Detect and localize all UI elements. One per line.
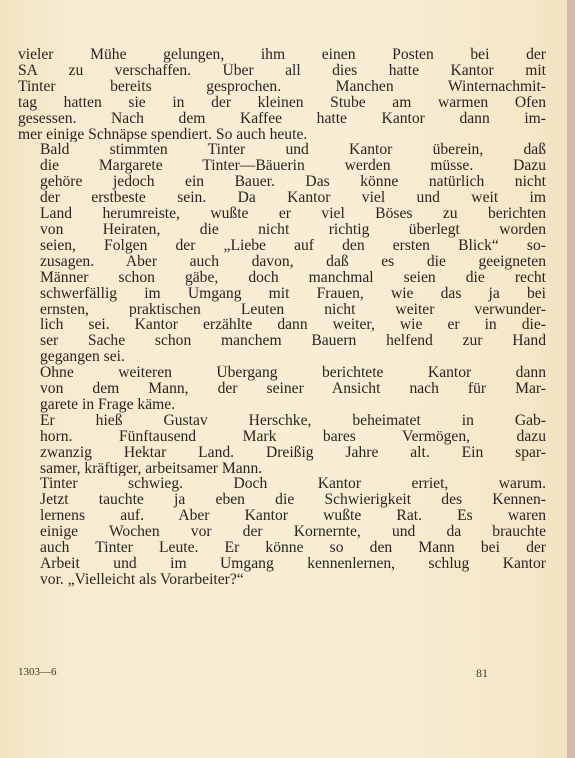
text-line: gesessen. Nach dem Kaffee hatte Kantor dann im- bbox=[18, 110, 546, 127]
text-line: SA zu verschaffen. Über all dies hatte Kantor mit bbox=[18, 62, 546, 79]
text-line: schwerfällig im Umgang mit Frauen, wie das ja bei bbox=[40, 285, 546, 302]
text-line: Tinter bereits gesprochen. Manchen Winternachmit- bbox=[18, 78, 546, 95]
page-edge bbox=[567, 0, 575, 758]
text-line: garete in Frage käme. bbox=[40, 396, 176, 413]
text-line: Ohne weiteren Übergang berichtete Kantor dann bbox=[40, 365, 546, 382]
text-line: mer einige Schnäpse spendiert. So auch heute. bbox=[18, 126, 308, 143]
text-line: die Margarete Tinter—Bäuerin werden müsse. Dazu bbox=[40, 158, 546, 175]
paragraph bbox=[18, 413, 546, 477]
paragraph bbox=[18, 365, 546, 413]
text-line: ser Sache schon manchem Bauern helfend zur Hand bbox=[40, 333, 546, 350]
page-number: 81 bbox=[476, 666, 488, 680]
print-signature: 1303—6 bbox=[18, 666, 57, 678]
text-line: vieler Mühe gelungen, ihm einen Posten bei der bbox=[18, 47, 546, 63]
text-line: zwanzig Hektar Land. Dreißig Jahre alt. Ein spar- bbox=[40, 444, 546, 461]
text-line: Er hieß Gustav Herschke, beheimatet in Gab- bbox=[40, 412, 546, 429]
text-line: tag hatten sie in der kleinen Stube am warmen Ofen bbox=[18, 94, 546, 111]
text-line: der erstbeste sein. Da Kantor viel und weit im bbox=[40, 190, 546, 207]
text-line: Tinter schwieg. Doch Kantor erriet, warum. bbox=[40, 476, 546, 493]
text-line: ernsten, praktischen Leuten nicht weiter verwunder- bbox=[40, 301, 546, 318]
paragraph bbox=[18, 476, 546, 587]
text-line: seien, Folgen der „Liebe auf den ersten Blick“ so- bbox=[40, 237, 546, 254]
text-line: lich sei. Kantor erzählte dann weiter, wie er in die- bbox=[40, 317, 546, 334]
paragraph bbox=[18, 47, 546, 142]
text-line: Bald stimmten Tinter und Kantor überein, daß bbox=[40, 142, 546, 159]
text-line: Arbeit und im Umgang kennenlernen, schlug Kantor bbox=[40, 556, 546, 572]
text-line: Land herumreiste, wußte er viel Böses zu berichten bbox=[40, 206, 546, 222]
text-line: gegangen sei. bbox=[40, 349, 125, 366]
text-line: von dem Mann, der seiner Ansicht nach für Mar- bbox=[40, 381, 546, 397]
text-line: zusagen. Aber auch davon, daß es die geeigneten bbox=[40, 253, 546, 270]
text-line: vor. „Vielleicht als Vorarbeiter?“ bbox=[40, 571, 244, 588]
text-line: Männer schon gäbe, doch manchmal seien die recht bbox=[40, 269, 546, 286]
text-line: von Heiraten, die nicht richtig überlegt worden bbox=[40, 221, 546, 238]
paragraph bbox=[18, 142, 546, 365]
text-line: samer, kräftiger, arbeitsamer Mann. bbox=[40, 460, 263, 477]
text-line: einige Wochen vor der Kornernte, und da brauchte bbox=[40, 524, 546, 541]
text-line: Jetzt tauchte ja eben die Schwierigkeit des Kennen- bbox=[40, 492, 546, 509]
body-text bbox=[18, 47, 546, 588]
text-line: auch Tinter Leute. Er könne so den Mann bei der bbox=[40, 540, 546, 556]
text-line: horn. Fünftausend Mark bares Vermögen, dazu bbox=[40, 428, 546, 445]
text-line: gehöre jedoch ein Bauer. Das könne natürlich nicht bbox=[40, 174, 546, 191]
text-line: lernens auf. Aber Kantor wußte Rat. Es waren bbox=[40, 508, 546, 525]
